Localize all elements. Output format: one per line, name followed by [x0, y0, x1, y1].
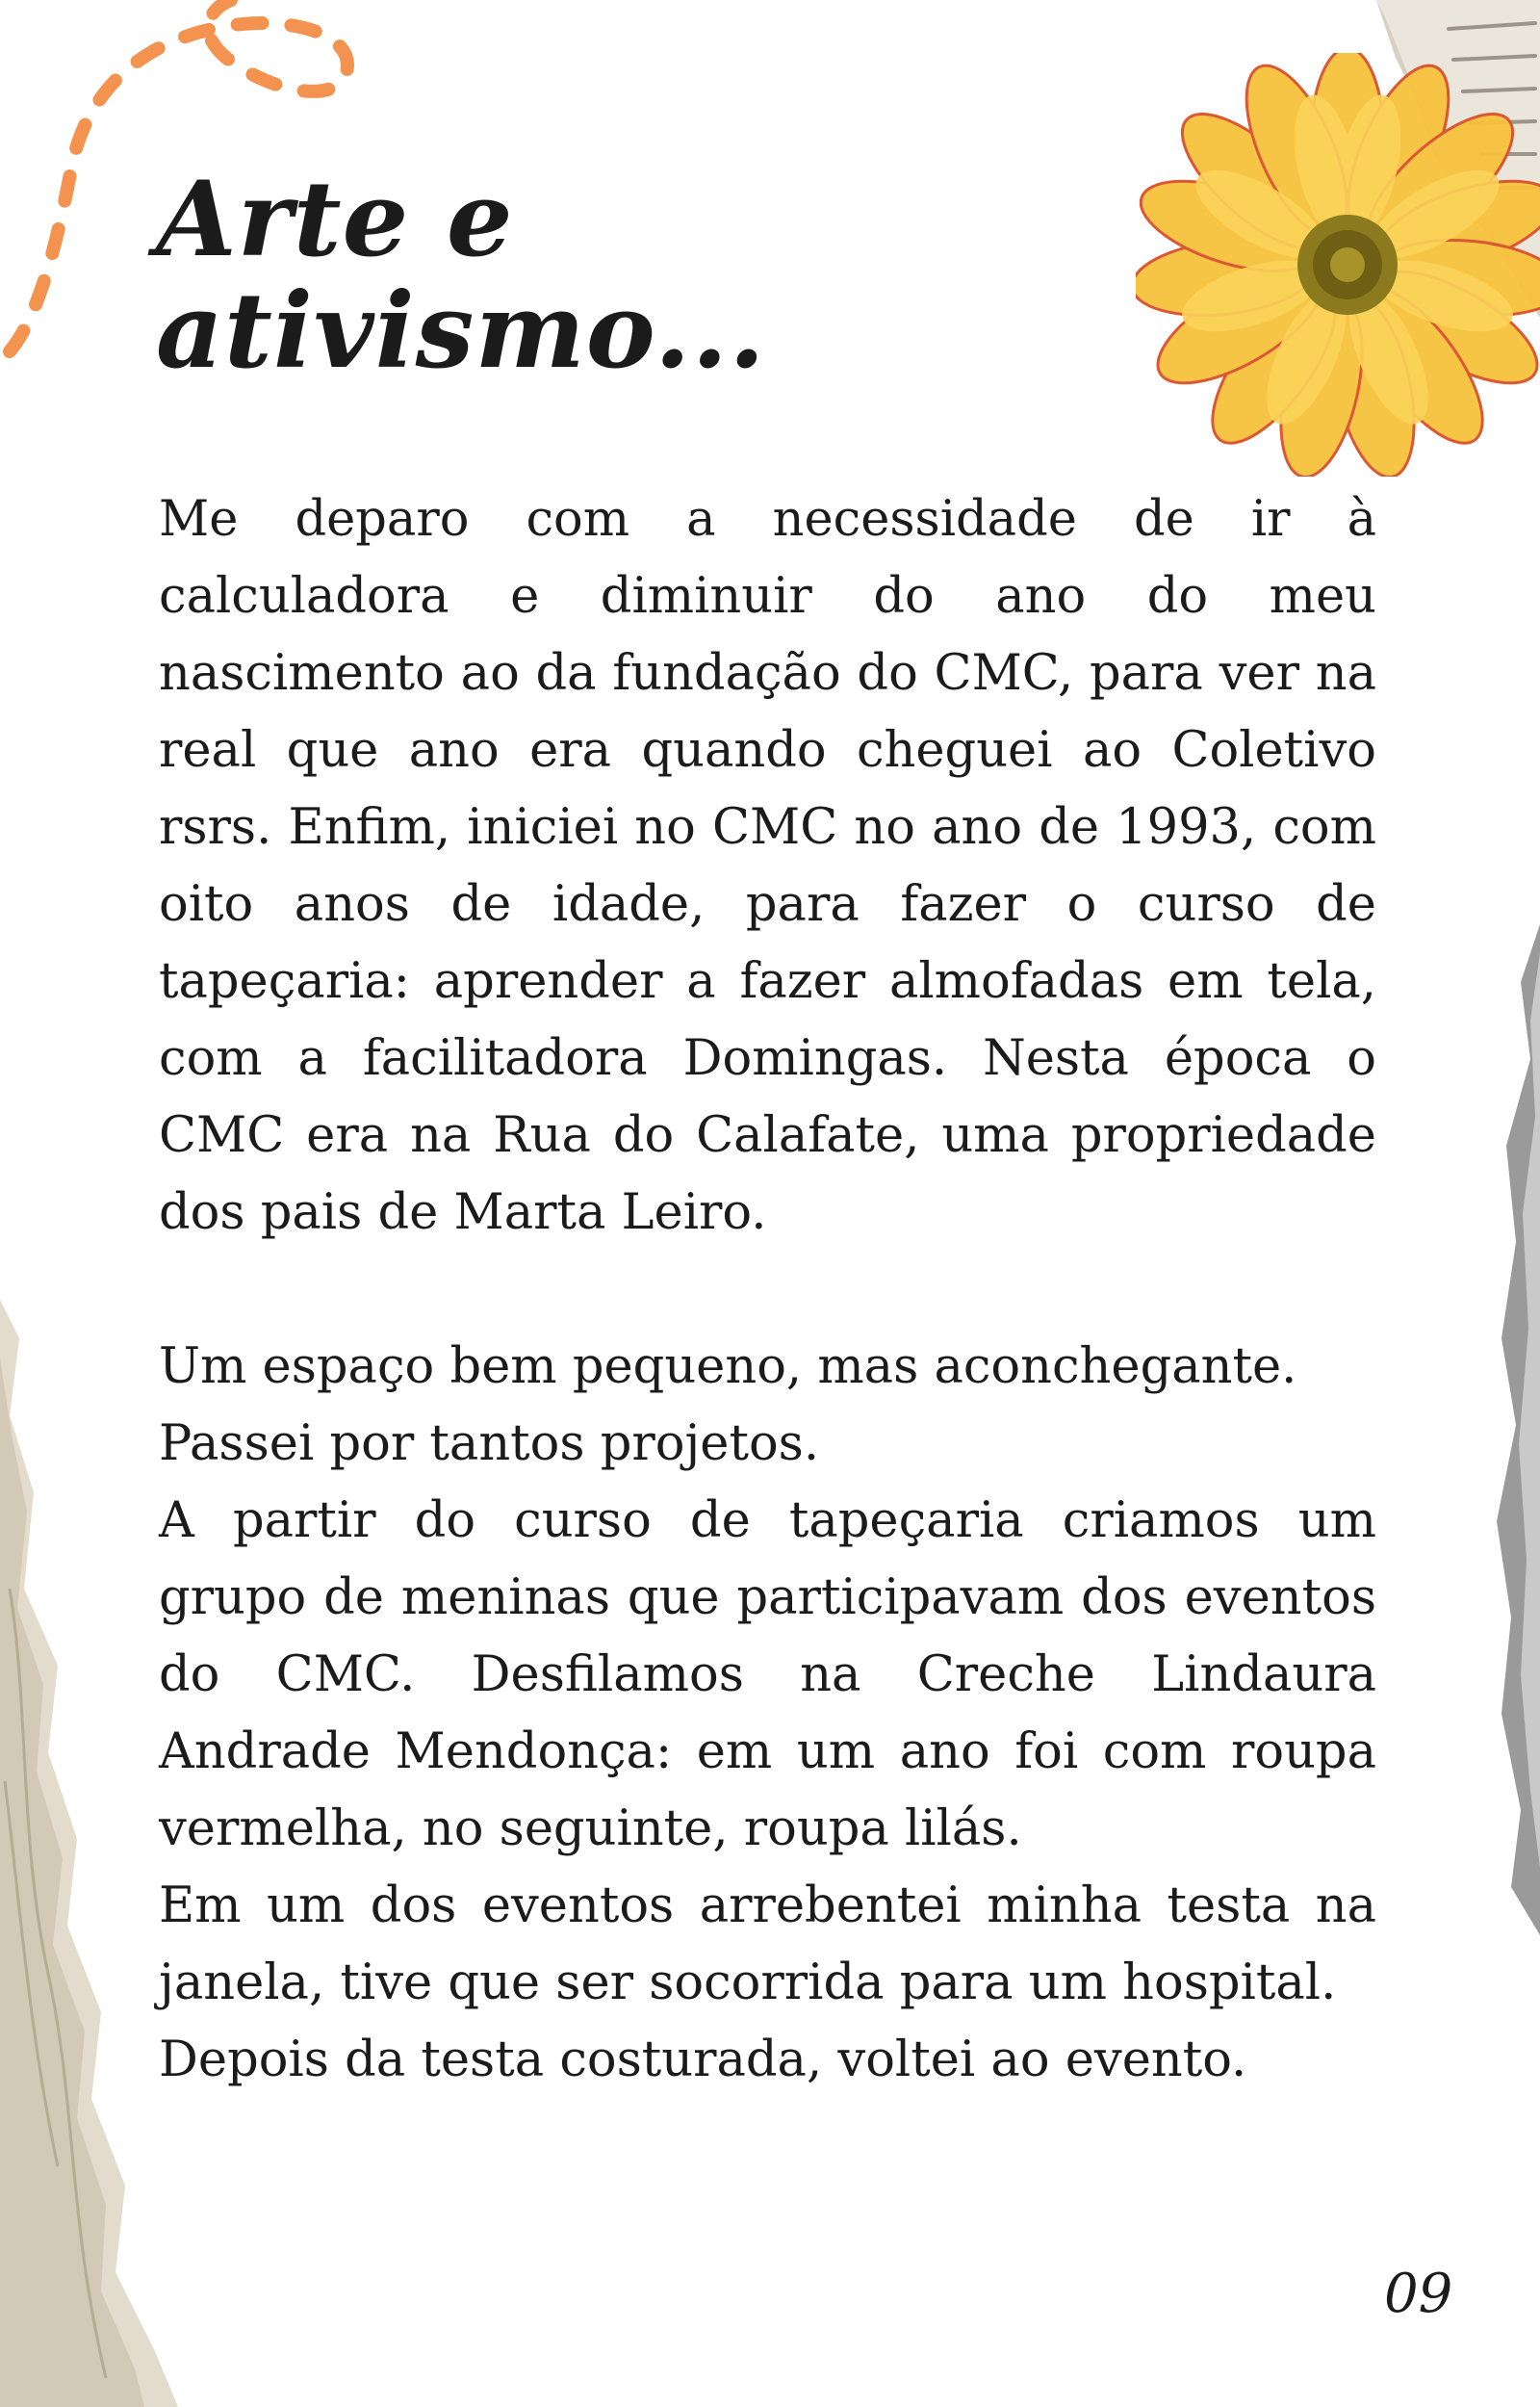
paragraph: Passei por tantos projetos.	[159, 1415, 820, 1472]
body-text	[159, 481, 1376, 2099]
torn-paper-edge-right	[1463, 924, 1540, 1935]
paragraph: A partir do curso de tapeçaria criamos um grupo de meninas que participavam dos eventos do CMC. Desfilamos na Creche Lindaura Andrade Mendonça: em um ano foi com roupa vermelha, no seguinte, roupa lilás.	[159, 1492, 1376, 1857]
paragraph: Depois da testa costurada, voltei ao evento.	[159, 2032, 1247, 2088]
paragraph-gap	[159, 1252, 1376, 1329]
title-line-1: Arte e	[156, 159, 514, 280]
sunflower-icon	[1136, 53, 1540, 477]
paragraph: Um espaço bem pequeno, mas aconchegante.	[159, 1338, 1297, 1395]
page-title	[156, 159, 766, 392]
title-line-2: ativismo...	[156, 271, 766, 392]
paragraph: Em um dos eventos arrebentei minha testa na janela, tive que ser socorrida para um hospital.	[159, 1877, 1376, 2011]
page-number: 09	[1384, 2263, 1453, 2325]
paragraph: Me deparo com a necessidade de ir à calculadora e diminuir do ano do meu nascimento ao da fundação do CMC, para ver na real que ano era quando cheguei ao Coletivo rsrs. Enfim, iniciei no CMC no ano de 1993, com oito anos de idade, para fazer o curso de tapeçaria: aprender a fazer almofadas em tela, com a facilitadora Domingas. Nesta época o CMC era na Rua do Calafate, uma propriedade dos pais de Marta Leiro.	[159, 491, 1376, 1241]
